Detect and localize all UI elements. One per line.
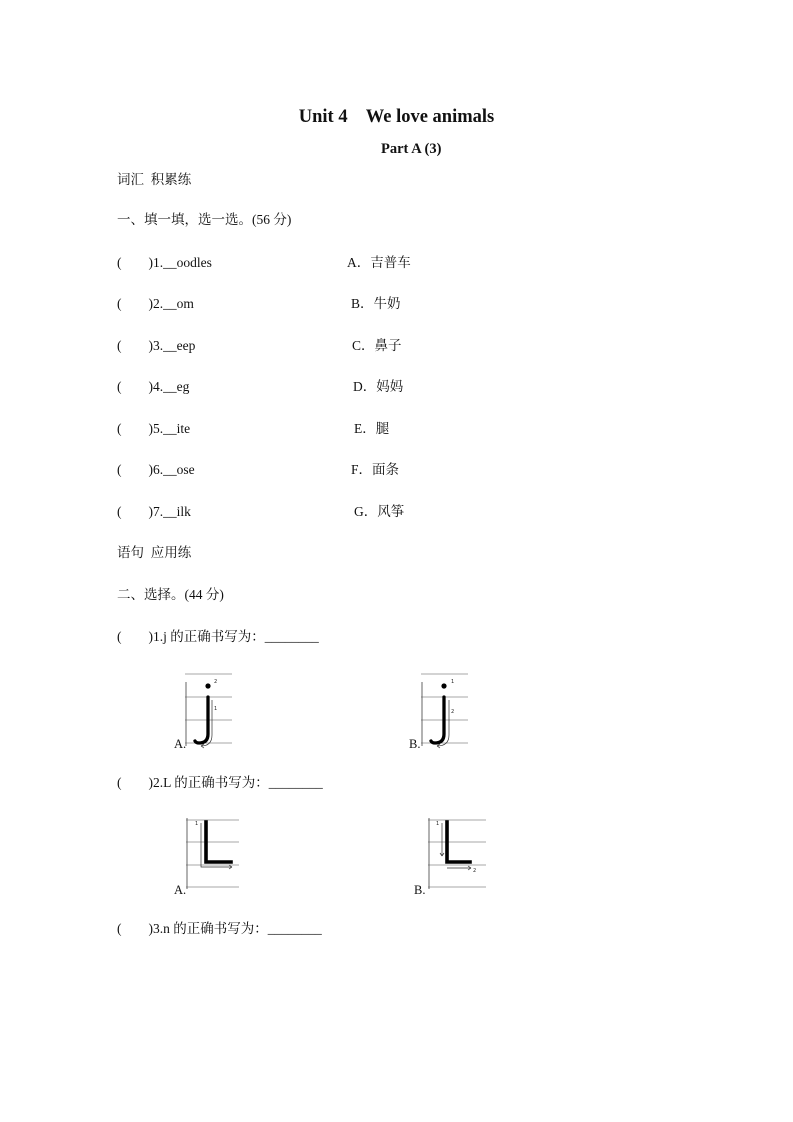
- vocab-item-4: [0, 379, 793, 395]
- page-title: Unit 4 We love animals: [298, 107, 495, 127]
- option-label-b: B.: [409, 737, 421, 751]
- item-option: C．鼻子: [352, 338, 402, 353]
- vocab-item-6: [0, 462, 793, 478]
- item-stem: ( )1.__oodles: [117, 255, 212, 270]
- letter-j-dot: [205, 683, 210, 688]
- section-heading-vocab: 词汇 积累练: [117, 172, 192, 187]
- stroke-number: 2: [451, 709, 455, 715]
- choice-question-1: ( )1.j 的正确书写为：________: [117, 629, 319, 644]
- question-heading-choose: 二、选择。(44 分): [117, 587, 224, 602]
- stroke-number: 1: [195, 821, 199, 827]
- letter-l-writing-option-a: [184, 814, 244, 892]
- option-label-a: A.: [174, 883, 187, 897]
- option-label-a: A.: [174, 737, 187, 751]
- vocab-item-5: [0, 421, 793, 437]
- item-option: B．牛奶: [351, 296, 401, 311]
- vocab-item-7: [0, 504, 793, 520]
- item-stem: ( )2.__om: [117, 296, 194, 311]
- vocab-item-2: [0, 296, 793, 312]
- letter-j-dot: [441, 683, 446, 688]
- section-heading-sentence: 语句 应用练: [117, 545, 192, 560]
- vocab-item-3: [0, 338, 793, 354]
- item-option: A．吉普车: [347, 255, 411, 270]
- item-stem: ( )6.__ose: [117, 462, 195, 477]
- stroke-number: 2: [214, 679, 218, 685]
- item-option: E．腿: [354, 421, 390, 436]
- item-stem: ( )3.__eep: [117, 338, 196, 353]
- item-stem: ( )5.__ite: [117, 421, 191, 436]
- item-option: D．妈妈: [353, 379, 404, 394]
- item-option: G．风筝: [354, 504, 405, 519]
- letter-j-writing-option-a: [183, 668, 239, 750]
- stroke-number: 1: [214, 706, 218, 712]
- page-subtitle: Part A (3): [381, 141, 442, 157]
- option-label-b: B.: [414, 883, 426, 897]
- stroke-number: 1: [436, 821, 440, 827]
- stroke-number: 1: [451, 679, 455, 685]
- item-stem: ( )4.__eg: [117, 379, 190, 394]
- item-stem: ( )7.__ilk: [117, 504, 191, 519]
- question-heading-fill-choose: 一、填一填，选一选。(56 分): [117, 212, 292, 227]
- item-option: F．面条: [351, 462, 400, 477]
- letter-l-writing-option-b: [426, 814, 490, 892]
- choice-question-3: ( )3.n 的正确书写为：________: [117, 921, 322, 936]
- vocab-item-1: [0, 255, 793, 271]
- stroke-number: 2: [473, 868, 477, 874]
- choice-question-2: ( )2.L 的正确书写为：________: [117, 775, 323, 790]
- letter-j-writing-option-b: [418, 668, 474, 750]
